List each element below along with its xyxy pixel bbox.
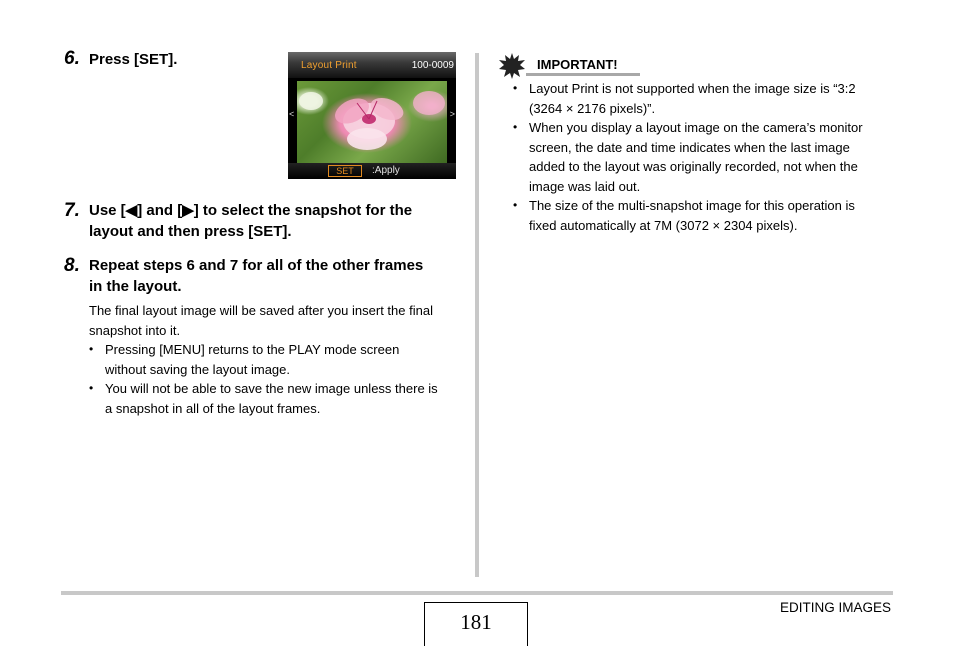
list-item: [513, 196, 898, 235]
list-item-line: • You will not be able to save the new image unless there is: [105, 381, 438, 396]
list-item: [513, 118, 898, 196]
left-arrow-icon: <: [289, 109, 295, 119]
step-6: [64, 48, 177, 70]
list-item-line: without saving the layout image.: [105, 361, 290, 377]
step-title-line: Repeat steps 6 and 7 for all of the other frames: [89, 257, 424, 274]
list-item: [89, 379, 464, 418]
step-title: [89, 255, 464, 297]
set-label: SET: [328, 165, 362, 177]
step-number: 8.: [64, 255, 80, 276]
important-list: [513, 79, 898, 235]
camera-top-bar: [288, 52, 456, 78]
body-line: snapshot into it.: [89, 322, 181, 338]
step-body: [89, 301, 464, 418]
right-arrow-icon: >: [449, 109, 455, 119]
list-item-line: • When you display a layout image on the camera’s monitor: [529, 120, 863, 135]
flower-photo: [297, 81, 447, 163]
list-item-line: added to the layout was originally recorded, not when the: [529, 159, 858, 174]
step-title: [89, 200, 464, 242]
important-label: IMPORTANT!: [537, 57, 618, 72]
list-item-line: • The size of the multi-snapshot image for this operation is: [529, 198, 855, 213]
step-number: 7.: [64, 200, 80, 221]
step-7: [64, 200, 464, 242]
list-item-line: screen, the date and time indicates when the last image: [529, 139, 850, 155]
footer-rule: [61, 591, 893, 595]
important-underline: [526, 73, 640, 76]
step-8: [64, 255, 464, 418]
step-title-line: in the layout.: [89, 278, 182, 295]
page-number-box: [424, 602, 528, 646]
list-item-line: fixed automatically at 7M (3072 × 2304 pixels).: [529, 217, 798, 233]
apply-label: :Apply: [372, 165, 400, 176]
camera-screen-title: Layout Print: [301, 60, 357, 71]
list-item-line: • Layout Print is not supported when the image size is “3:2: [529, 81, 856, 96]
important-burst-icon: [499, 53, 525, 79]
body-line: The final layout image will be saved after you insert the final: [89, 303, 433, 318]
flower-illustration: [297, 81, 447, 163]
step-title: Press [SET].: [89, 51, 178, 68]
step-notes: [89, 340, 464, 418]
list-item-line: (3264 × 2176 pixels)”.: [529, 100, 656, 116]
list-item-line: • Pressing [MENU] returns to the PLAY mode screen: [105, 342, 400, 357]
camera-bottom-bar: [288, 163, 456, 179]
camera-file-number: 100-0009: [411, 60, 454, 71]
list-item-line: a snapshot in all of the layout frames.: [105, 400, 321, 416]
list-item: [89, 340, 464, 379]
list-item-line: image was laid out.: [529, 178, 641, 194]
column-divider: [475, 53, 479, 577]
step-title-line: Use [◀] and [▶] to select the snapshot for the: [89, 202, 413, 219]
list-item: [513, 79, 898, 118]
section-label: EDITING IMAGES: [779, 600, 891, 615]
step-number: 6.: [64, 48, 80, 69]
camera-screen-image: [288, 52, 456, 179]
step-title-line: layout and then press [SET].: [89, 223, 292, 240]
page-number: 181: [460, 610, 492, 634]
